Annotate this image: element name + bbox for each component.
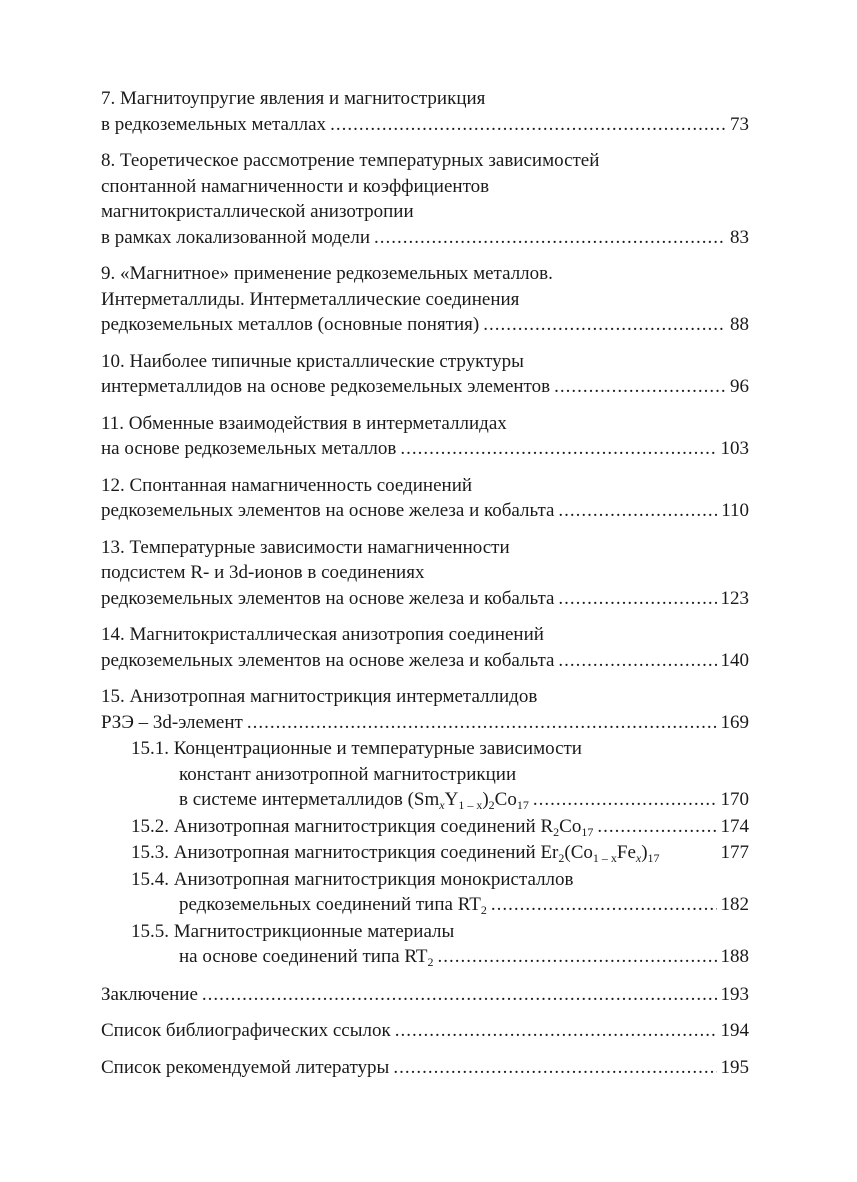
leader-dots xyxy=(247,710,717,736)
toc-entry-text: 10. Наиболее типичные кристаллические структуры xyxy=(101,350,524,372)
leader-dots xyxy=(554,374,726,400)
leader-dots xyxy=(374,225,726,251)
page-number: 88 xyxy=(730,314,749,335)
toc-entry-text: редкоземельных элементов на основе железа и кобальта xyxy=(101,649,555,671)
toc-entry-text: редкоземельных элементов на основе железа и кобальта xyxy=(101,587,555,609)
leader-dots xyxy=(558,586,716,612)
toc-entry-text: 15.4. Анизотропная магнитострикция монокристаллов xyxy=(131,868,574,890)
toc-entry-recommended-literature[interactable] xyxy=(101,1055,749,1081)
leader-dots xyxy=(330,112,726,138)
toc-entry-text: 13. Температурные зависимости намагниченности xyxy=(101,536,510,558)
toc-entry-text: в редкоземельных металлах xyxy=(101,113,327,135)
leader-dots xyxy=(491,892,717,918)
page-number: 174 xyxy=(720,815,749,837)
page-number: 110 xyxy=(721,500,749,521)
toc-entry-7[interactable] xyxy=(101,86,749,137)
toc-entry-text: редкоземельных элементов на основе железа и кобальта xyxy=(101,500,555,521)
toc-entry-13[interactable] xyxy=(101,535,749,612)
page-number: 103 xyxy=(720,438,749,459)
toc-entry-text: 8. Теоретическое рассмотрение температурных зависимостей xyxy=(101,150,600,171)
leader-dots xyxy=(437,944,716,970)
toc-entry-15-1[interactable] xyxy=(101,736,749,813)
toc-entry-text: в рамках локализованной модели xyxy=(101,226,371,248)
toc-entry-8[interactable] xyxy=(101,148,749,250)
toc-entry-bibliography[interactable] xyxy=(101,1018,749,1044)
leader-dots xyxy=(400,436,716,462)
toc-entry-text: РЗЭ – 3d-элемент xyxy=(101,711,243,733)
toc-entry-14[interactable] xyxy=(101,622,749,673)
page-number: 169 xyxy=(720,711,749,733)
toc-entry-15[interactable] xyxy=(101,684,749,735)
toc-entry-text: 11. Обменные взаимодействия в интерметаллидах xyxy=(101,412,507,434)
leader-dots xyxy=(483,312,726,338)
toc-entry-text: 9. «Магнитное» применение редкоземельных металлов. xyxy=(101,263,553,284)
toc-entry-text: Заключение xyxy=(101,983,198,1005)
toc-entry-text: 14. Магнитокристаллическая анизотропия соединений xyxy=(101,624,544,645)
page-number: 193 xyxy=(720,983,749,1005)
toc-entry-text: 12. Спонтанная намагниченность соединений xyxy=(101,474,473,496)
leader-dots xyxy=(533,787,717,813)
toc-entry-text: констант анизотропной магнитострикции xyxy=(179,763,517,785)
toc-entry-text: Список библиографических ссылок xyxy=(101,1020,391,1041)
toc-entry-text: 15.1. Концентрационные и температурные зависимости xyxy=(131,738,582,759)
toc-entry-text: 15.3. Анизотропная магнитострикция соединений $Er_2(Co_{1 - x}Fe_x)_{17}$ xyxy=(131,842,660,865)
leader-dots xyxy=(558,648,716,674)
page-number: 123 xyxy=(720,587,749,609)
leader-dots xyxy=(202,982,717,1008)
page-number: 73 xyxy=(730,113,749,135)
page-number: 177 xyxy=(720,842,749,863)
toc-entry-12[interactable] xyxy=(101,473,749,524)
toc-entry-text: 15.5. Магнитострикционные материалы xyxy=(131,920,455,942)
toc-entry-text: спонтанной намагниченности и коэффициентов xyxy=(101,175,490,197)
toc-entry-10[interactable] xyxy=(101,349,749,400)
toc-entry-text: 15. Анизотропная магнитострикция интерметаллидов xyxy=(101,686,538,707)
table-of-contents xyxy=(101,86,749,1080)
toc-entry-9[interactable] xyxy=(101,261,749,338)
leader-dots xyxy=(395,1018,717,1044)
toc-entry-text: на основе соединений типа $RT_2$ xyxy=(179,946,434,969)
toc-entry-text: редкоземельных соединений типа $RT_2$ xyxy=(179,894,487,917)
page-number: 140 xyxy=(720,649,749,671)
toc-entry-15-5[interactable] xyxy=(101,919,749,970)
leader-dots xyxy=(393,1055,716,1081)
toc-entry-text: в системе интерметаллидов $(Sm_xY_{1 - x})_2Co_{17}$ xyxy=(179,789,529,812)
toc-entry-text: магнитокристаллической анизотропии xyxy=(101,201,414,222)
toc-entry-11[interactable] xyxy=(101,411,749,462)
page-number: 195 xyxy=(720,1056,749,1078)
page-number: 182 xyxy=(720,894,749,915)
toc-entry-text: 15.2. Анизотропная магнитострикция соединений $R_2Co_{17}$ xyxy=(131,815,594,839)
page-number: 96 xyxy=(730,376,749,397)
toc-entry-text: Интерметаллиды. Интерметаллические соединения xyxy=(101,288,520,310)
toc-entry-text: редкоземельных металлов (основные понятия) xyxy=(101,314,480,335)
page-number: 188 xyxy=(720,946,749,967)
toc-entry-conclusion[interactable] xyxy=(101,982,749,1008)
toc-entry-15-4[interactable] xyxy=(101,867,749,918)
toc-entry-text: 7. Магнитоупругие явления и магнитострикция xyxy=(101,88,486,109)
leader-dots xyxy=(558,498,717,524)
toc-entry-15-3[interactable] xyxy=(101,840,749,866)
toc-entry-text: на основе редкоземельных металлов xyxy=(101,438,397,459)
toc-entry-text: подсистем R- и 3d-ионов в соединениях xyxy=(101,562,425,583)
page-number: 83 xyxy=(730,226,749,248)
page-number: 170 xyxy=(720,789,749,810)
toc-entry-text: интерметаллидов на основе редкоземельных элементов xyxy=(101,376,551,397)
page-number: 194 xyxy=(720,1020,749,1041)
leader-dots xyxy=(597,814,716,840)
toc-entry-text: Список рекомендуемой литературы xyxy=(101,1056,390,1078)
toc-entry-15-2[interactable] xyxy=(101,814,749,840)
